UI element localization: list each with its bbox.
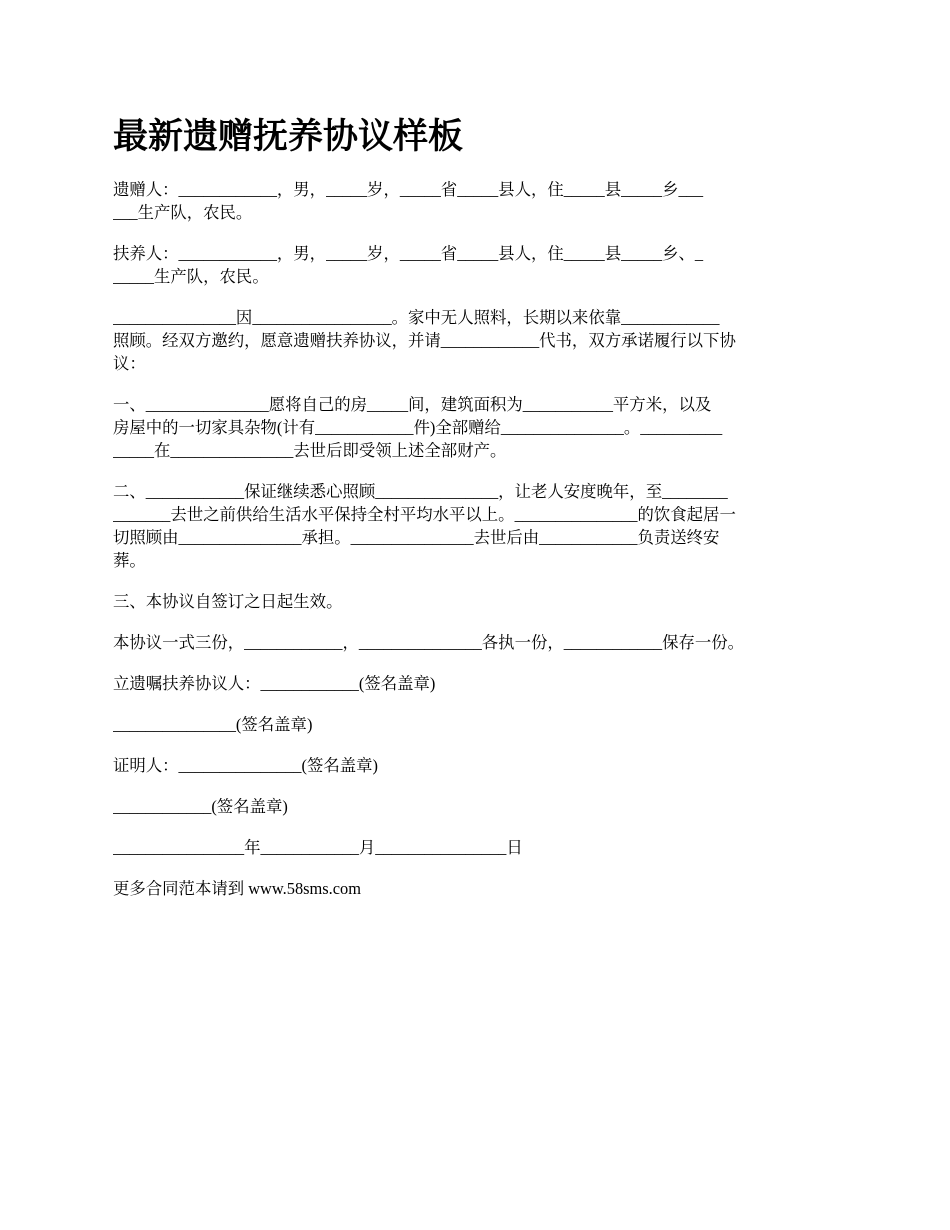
signer-paragraph	[113, 672, 843, 695]
text-line: 遗赠人：____________，男，_____岁，_____省_____县人，住_____县_____乡___	[113, 180, 704, 199]
supporter-paragraph	[113, 242, 843, 288]
text-line: 证明人：_______________(签名盖章)	[113, 756, 378, 775]
text-line: 切照顾由_______________承担。_______________去世后由____________负责送终安	[113, 528, 720, 547]
text-line: 房屋中的一切家具杂物(计有____________件)全部赠给_______________。__________	[113, 418, 723, 437]
text-line: 照顾。经双方邀约，愿意遗赠扶养协议，并请____________代书，双方承诺履行以下协	[113, 331, 736, 350]
text-line: _____生产队，农民。	[113, 267, 269, 286]
text-line: 议：	[113, 354, 146, 373]
clause-one-paragraph	[113, 393, 843, 462]
text-line: _______________因_________________。家中无人照料，长期以来依靠____________	[113, 308, 720, 327]
copies-paragraph	[113, 631, 843, 654]
text-line: ____________(签名盖章)	[113, 797, 288, 816]
text-line: _______________(签名盖章)	[113, 715, 313, 734]
text-line: 立遗嘱扶养协议人：____________(签名盖章)	[113, 674, 436, 693]
clause-two-paragraph	[113, 480, 843, 572]
text-line: 三、本协议自签订之日起生效。	[113, 592, 343, 611]
clause-three-paragraph	[113, 590, 843, 613]
preamble-paragraph	[113, 306, 843, 375]
text-line: 本协议一式三份，____________，_______________各执一份，____________保存一份。	[113, 633, 745, 652]
text-line: 一、_______________愿将自己的房_____间，建筑面积为___________平方米，以及	[113, 395, 712, 414]
second-witness-paragraph	[113, 795, 843, 818]
text-line: ___生产队，农民。	[113, 203, 253, 222]
second-signer-paragraph	[113, 713, 843, 736]
bequeather-paragraph	[113, 178, 843, 224]
text-line: 扶养人：____________，男，_____岁，_____省_____县人，住_____县_____乡、_	[113, 244, 704, 263]
text-line: ________________年____________月________________日	[113, 838, 523, 857]
text-line: _____在_______________去世后即受领上述全部财产。	[113, 441, 507, 460]
text-line: 二、____________保证继续悉心照顾_______________，让老人安度晚年，至________	[113, 482, 728, 501]
document-title: 最新遗赠抚养协议样板	[113, 116, 464, 157]
footer-paragraph	[113, 877, 843, 900]
text-line: 葬。	[113, 551, 146, 570]
footer-text: 更多合同范本请到 www.58sms.com	[113, 879, 361, 898]
document-page	[113, 112, 843, 918]
text-line: _______去世之前供给生活水平保持全村平均水平以上。_______________的饮食起居一	[113, 505, 736, 524]
witness-paragraph	[113, 754, 843, 777]
date-paragraph	[113, 836, 843, 859]
